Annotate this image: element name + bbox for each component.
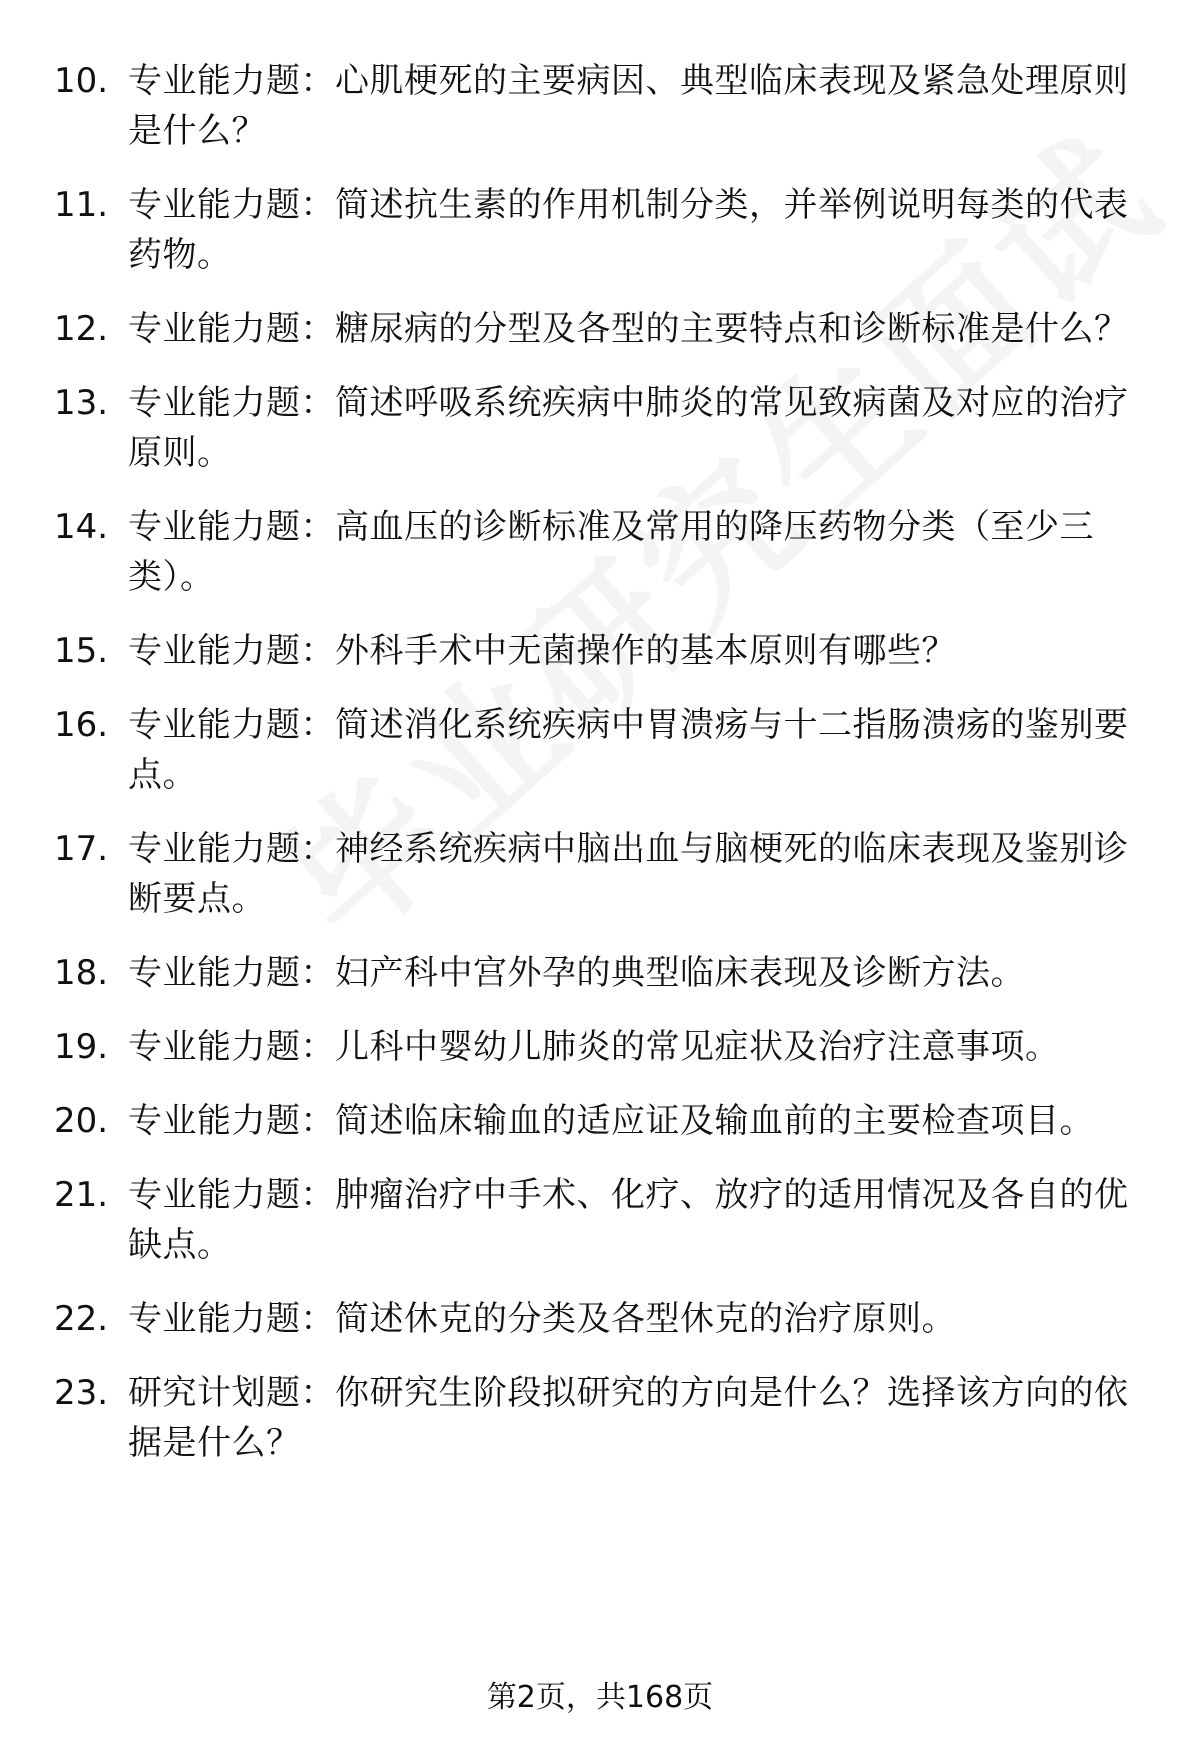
question-number: 19. — [54, 1027, 109, 1067]
question-number: 21. — [54, 1175, 109, 1215]
question-text: 专业能力题：妇产科中宫外孕的典型临床表现及诊断方法。 — [128, 953, 1025, 993]
question-number: 16. — [54, 705, 109, 745]
question-text: 专业能力题：心肌梗死的主要病因、典型临床表现及紧急处理原则是什么？ — [128, 61, 1129, 151]
question-item — [0, 1170, 1200, 1270]
question-text: 专业能力题：简述抗生素的作用机制分类，并举例说明每类的代表药物。 — [128, 185, 1129, 275]
question-item — [0, 700, 1200, 800]
question-text: 专业能力题：外科手术中无菌操作的基本原则有哪些？ — [128, 631, 956, 671]
question-text: 专业能力题：简述休克的分类及各型休克的治疗原则。 — [128, 1299, 956, 1339]
question-number: 11. — [54, 185, 109, 225]
question-list — [0, 56, 1200, 1492]
question-item — [0, 1294, 1200, 1344]
question-number: 14. — [54, 507, 109, 547]
question-text: 专业能力题：高血压的诊断标准及常用的降压药物分类（至少三类）。 — [128, 507, 1094, 597]
question-item — [0, 56, 1200, 156]
question-text: 研究计划题：你研究生阶段拟研究的方向是什么？选择该方向的依据是什么？ — [128, 1373, 1129, 1463]
question-item — [0, 1368, 1200, 1468]
question-item — [0, 304, 1200, 354]
question-text: 专业能力题：简述消化系统疾病中胃溃疡与十二指肠溃疡的鉴别要点。 — [128, 705, 1129, 795]
question-text: 专业能力题：糖尿病的分型及各型的主要特点和诊断标准是什么？ — [128, 309, 1129, 349]
question-text: 专业能力题：儿科中婴幼儿肺炎的常见症状及治疗注意事项。 — [128, 1027, 1060, 1067]
question-item — [0, 626, 1200, 676]
question-number: 23. — [54, 1373, 109, 1413]
question-item — [0, 378, 1200, 478]
question-item — [0, 948, 1200, 998]
question-number: 18. — [54, 953, 109, 993]
question-number: 22. — [54, 1299, 109, 1339]
question-item — [0, 824, 1200, 924]
question-item — [0, 180, 1200, 280]
question-item — [0, 502, 1200, 602]
question-number: 20. — [54, 1101, 109, 1141]
question-item — [0, 1096, 1200, 1146]
question-text: 专业能力题：简述临床输血的适应证及输血前的主要检查项目。 — [128, 1101, 1094, 1141]
page-number: 第2页，共168页 — [486, 1680, 714, 1715]
question-text: 专业能力题：神经系统疾病中脑出血与脑梗死的临床表现及鉴别诊断要点。 — [128, 829, 1129, 919]
question-item — [0, 1022, 1200, 1072]
question-text: 专业能力题：简述呼吸系统疾病中肺炎的常见致病菌及对应的治疗原则。 — [128, 383, 1129, 473]
question-text: 专业能力题：肿瘤治疗中手术、化疗、放疗的适用情况及各自的优缺点。 — [128, 1175, 1129, 1265]
question-number: 10. — [54, 61, 109, 101]
question-number: 15. — [54, 631, 109, 671]
question-number: 12. — [54, 309, 109, 349]
question-number: 17. — [54, 829, 109, 869]
question-number: 13. — [54, 383, 109, 423]
